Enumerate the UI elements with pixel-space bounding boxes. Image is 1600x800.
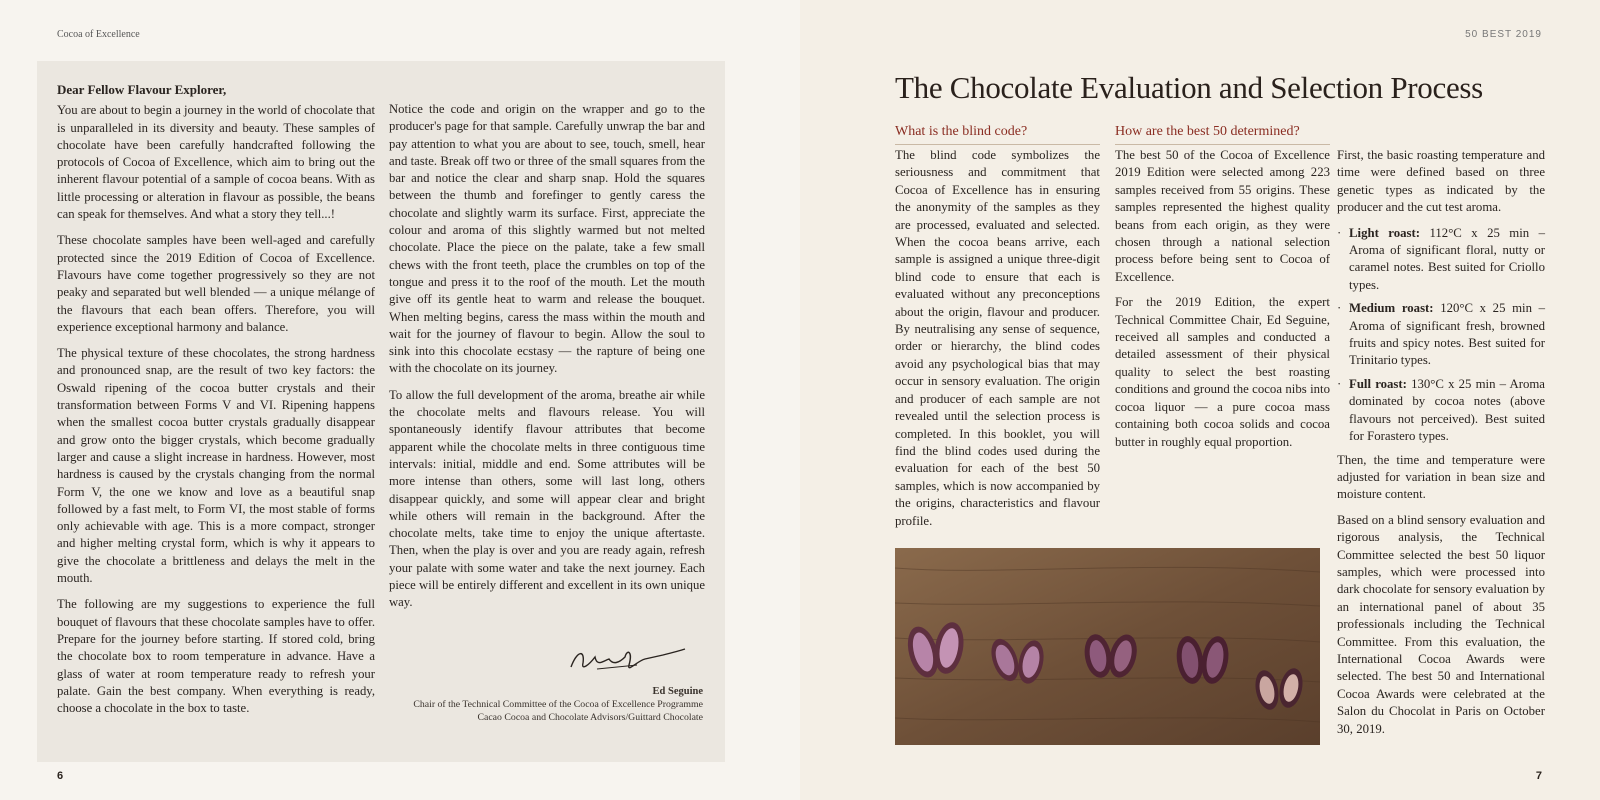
signer-affiliation: Cacao Cocoa and Chocolate Advisors/Guittard Chocolate [477,712,703,723]
letter-paragraph: The physical texture of these chocolates, the strong hardness and pronounced snap, are the result of two key factors: the Oswald ripening of the cocoa butter crystals and their transformation between Forms V and VI. Ripening happens when the smallest cocoa butter crystals gradually disappear and grow onto the bigger crystals, which become gradually larger and cause a slight increase in hardness. However, most hardness is caused by the crystals changing from the normal Form V, the one we know and love as a beautiful snap followed by a fast melt, to Form VI, the most stable of forms only achievable with age. This is a more compact, stronger and higher melting crystal form, which is why it appears to give the chocolate a brittleness and delays the melt in the mouth. [57,346,375,586]
roast-detail: 112°C x 25 min – Aroma of significant floral, nutty or caramel notes. Best suited for Criollo types. [1349,225,1546,292]
signer-name: Ed Seguine [652,686,703,697]
page-number-right: 7 [1535,770,1542,782]
signer-title: Chair of the Technical Committee of the Cocoa of Excellence Programme [413,699,703,710]
body-paragraph: The best 50 of the Cocoa of Excellence 2019 Edition were selected among 223 samples received from 55 origins. These samples represented the highest quality beans from each origin, as they were chosen through a national selection process before being sent to Cocoa of Excellence. [1115,148,1330,284]
right-running-header: 50 BEST 2019 [1465,29,1542,40]
signature-block [413,685,703,724]
section-heading-blind-code: What is the blind code? [895,124,1100,145]
section-heading-best-50: How are the best 50 determined? [1115,124,1330,145]
roast-item-full [1337,376,1545,446]
letter-column-1 [57,81,375,726]
body-paragraph: The blind code symbolizes the seriousness and commitment that Cocoa of Excellence has in ensuring the anonymity of the samples as they are processed, evaluated and selected. When the cocoa beans arrive, each sample is assigned a unique three-digit blind code to ensure that each is evaluated without any preconceptions about the origin, flavour and producer. By neutralising any sense of sequence, order or hierarchy, the blind codes avoid any psychological bias that may occur in sensory evaluation. The origin and producer of each sample are not revealed until the selection process is completed. In this booklet, you will find the blind codes used during the evaluation for each of the best 50 samples, which is now accompanied by the origins, characteristics and flavour profile. [895,148,1100,528]
body-paragraph: For the 2019 Edition, the expert Technical Committee Chair, Ed Seguine, received all samples and conducted a detailed assessment of their physical quality to select the best roasting conditions and ground the cocoa nibs into cocoa liquor — a pure cocoa mass containing both cocoa solids and cocoa butter in roughly equal proportion. [1115,295,1330,449]
cocoa-beans-photo-icon [895,548,1320,745]
bullet: · [1337,225,1342,240]
letter-panel [37,61,725,762]
salutation: Dear Fellow Flavour Explorer, [57,82,227,97]
right-page [800,0,1600,800]
page-number-left: 6 [57,770,64,782]
blind-code-column [895,147,1100,538]
body-paragraph: Based on a blind sensory evaluation and rigorous analysis, the Technical Committee selected the best 50 liquor samples, which were processed into dark chocolate for sensory evaluation by an international panel of about 35 professionals including the Technical Committee. From this evaluation, the International Cocoa Awards were selected. The best 50 and International Cocoa Awards were celebrated at the Salon du Chocolat in Paris on October 30, 2019. [1337,512,1545,736]
body-paragraph: First, the basic roasting temperature and time were defined based on three genetic types as indicated by the producer and the cut test aroma. [1337,148,1545,215]
letter-paragraph: Notice the code and origin on the wrapper and go to the producer's page for that sample. Carefully unwrap the bar and pay attention to what you are about to see, touch, smell, hear and taste. Break off two or three of the small squares from the bar and notice the clear and sharp snap. Hold the squares between the thumb and forefinger to gently caress the chocolate and slightly warm its surface. First, appreciate the colour and aroma of this slightly warmed but not melted chocolate. Place the piece on the palate, take a few small chews with the front teeth, place the crumbles on top of the tongue and press it to the roof of the mouth. Let the mouth give off its gentle heat to warm and release the bouquet. When melting begins, caress the mass within the mouth and wait for the journey of flavour to begin. Allow the soul to sink into this chocolate ecstasy — the rapture of being one with the chocolate on its journey. [389,102,705,376]
letter-column-2 [389,101,705,621]
page-title: The Chocolate Evaluation and Selection Process [895,70,1483,105]
bullet: · [1337,301,1342,316]
bullet: · [1337,376,1342,391]
roast-detail: 130°C x 25 min – Aroma dominated by cocoa notes (above flavours not perceived). Best suited for Forastero types. [1349,376,1545,444]
signature-icon [567,639,687,679]
roast-name: Medium roast: [1349,301,1434,316]
roast-item-medium [1337,300,1545,370]
roast-name: Light roast: [1349,225,1421,240]
roast-detail: 120°C x 25 min – Aroma of significant fresh, browned fruits and spicy notes. Best suited for Trinitario types. [1349,301,1546,368]
roasting-column [1337,147,1545,746]
body-paragraph: Then, the time and temperature were adjusted for variation in bean size and moisture content. [1337,452,1545,502]
left-running-header: Cocoa of Excellence [57,29,140,40]
roast-name: Full roast: [1349,376,1407,391]
roast-item-light [1337,225,1545,295]
letter-paragraph: These chocolate samples have been well-aged and carefully protected since the 2019 Edition of Cocoa of Excellence. Flavours have come together progressively so they are not peaky and separated but well blended — a unique mélange of the flavours that each bean offers. Therefore, you will experience exceptional harmony and balance. [57,233,375,334]
letter-paragraph: You are about to begin a journey in the world of chocolate that is unparalleled in its diversity and beauty. These samples of chocolate have been carefully handcrafted following the protocols of Cocoa of Excellence, which aim to bring out the inherent flavour potential of a sample of cocoa beans. With as little processing or alteration in flavour as possible, the beans can speak for themselves. And what a story they tell...! [57,103,375,222]
best-50-column [1115,147,1330,459]
letter-paragraph: To allow the full development of the aroma, breathe air while the chocolate melts and flavours release. You will spontaneously identify flavour attributes that become apparent while the chocolate melts in three contiguous time intervals: initial, middle and end. Some attributes will be more intense than others, some will last long, others disappear quickly, and some will appear clear and bright while others will remain in the background. After the chocolate melts, take time to enjoy the unique aftertaste. Then, when the play is over and you are ready again, refresh your palate with some water and take the next journey. Each piece will be entirely different and excellent in its own unique way. [389,387,705,610]
letter-paragraph: The following are my suggestions to experience the full bouquet of flavours that these chocolate samples have to offer. Prepare for the journey before starting. If stored cold, bring the chocolate box to room temperature in advance. Have a glass of water at room temperature ready to refresh your palate. Gain the best company. When everything is ready, choose a chocolate in the box to taste. [57,597,375,716]
